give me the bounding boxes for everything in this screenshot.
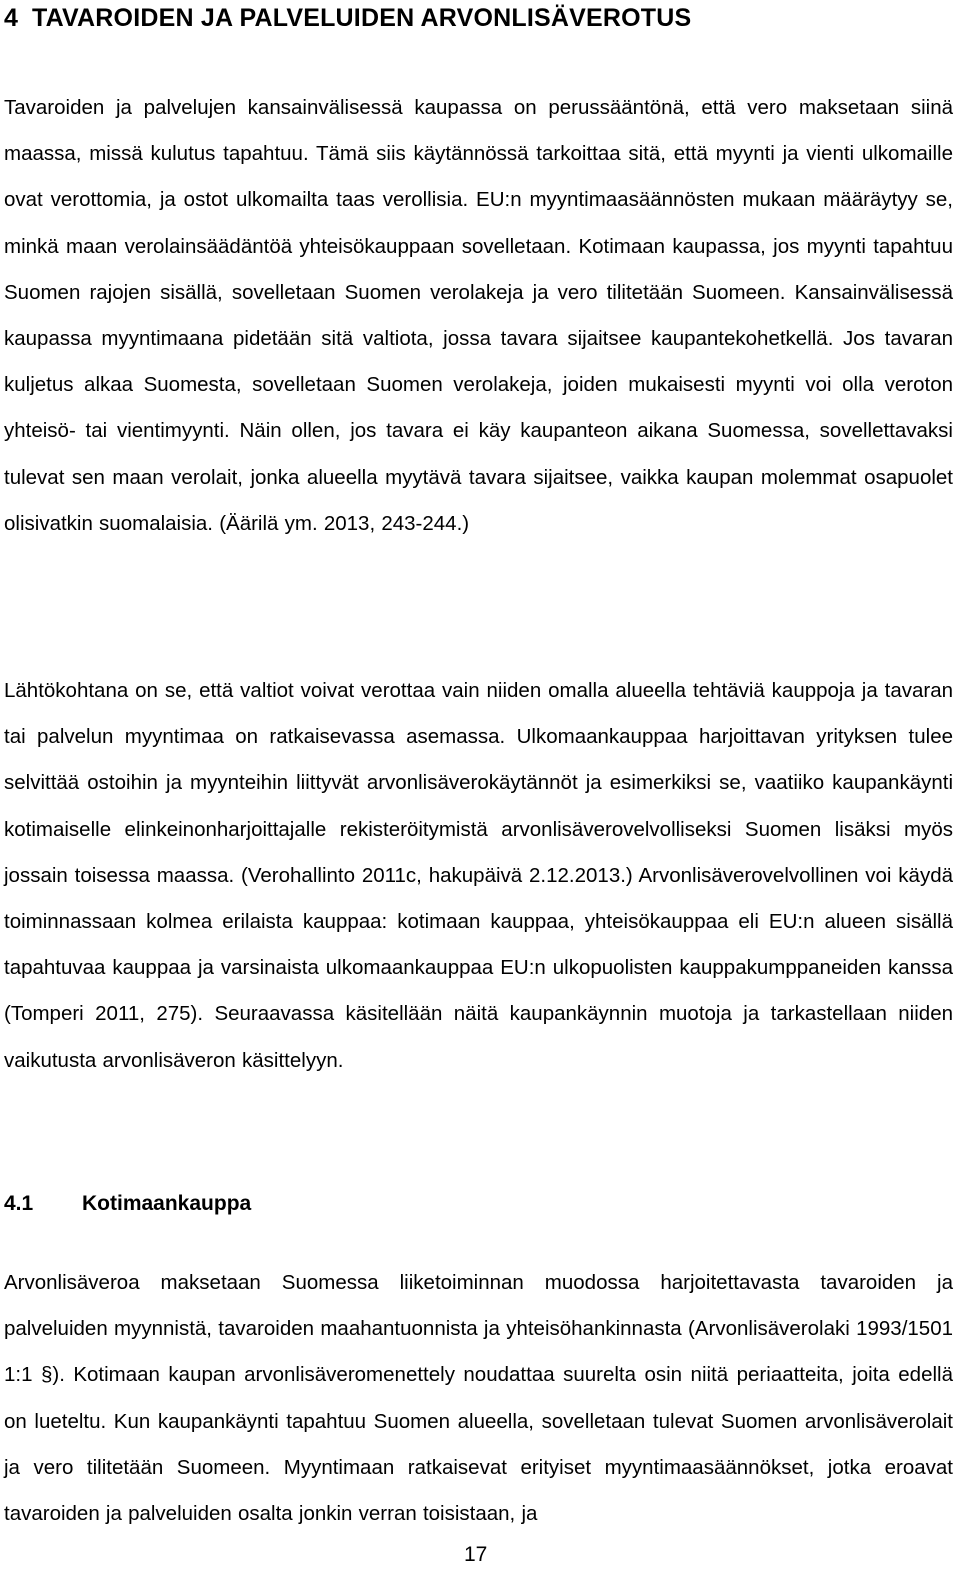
- page-number: 17: [464, 1543, 488, 1566]
- section-number: 4.1: [4, 1192, 34, 1215]
- chapter-heading: [4, 4, 691, 33]
- chapter-number: 4: [4, 4, 19, 32]
- body-paragraph: Tavaroiden ja palvelujen kansainvälisessä kaupassa on perussääntönä, että vero maksetaan siinä maassa, missä kulutus tapahtuu. Tämä siis käytännössä tarkoittaa sitä, että myynti ja vienti ulkomaille ovat verottomia, ja ostot ulkomailta taas verollisia. EU:n myyntimaasäännösten mukaan määräytyy se, minkä maan verolainsäädäntöä yhteisökauppaan sovelletaan. Kotimaan kaupassa, jos myynti tapahtuu Suomen rajojen sisällä, sovelletaan Suomen verolakeja ja vero tilitetään Suomeen. Kansainvälisessä kaupassa myyntimaana pidetään sitä valtiota, jossa tavara sijaitsee kaupantekohetkellä. Jos tavaran kuljetus alkaa Suomesta, sovelletaan Suomen verolakeja, joiden mukaisesti myynti voi olla veroton yhteisö- tai vientimyynti. Näin ollen, jos tavara ei käy kaupanteon aikana Suomessa, sovellettavaksi tulevat sen maan verolait, jonka alueella myytävä tavara sijaitsee, vaikka kaupan molemmat osapuolet olisivatkin suomalaisia. (Äärilä ym. 2013, 243-244.): [4, 96, 953, 535]
- section-title: Kotimaankauppa: [82, 1192, 252, 1215]
- body-paragraph: Arvonlisäveroa maksetaan Suomessa liiketoiminnan muodossa harjoitettavasta tavaroiden ja palveluiden myynnistä, tavaroiden maahantuonnista ja yhteisöhankinnasta (Arvonlisäverolaki 1993/1501 1:1 §). Kotimaan kaupan arvonlisäveromenettely noudattaa suurelta osin niitä periaatteita, joita edellä on lueteltu. Kun kaupankäynti tapahtuu Suomen alueella, sovelletaan tulevat Suomen arvonlisäverolait ja vero tilitetään Suomeen. Myyntimaan ratkaisevat erityiset myyntimaasäännökset, jotka eroavat tavaroiden ja palveluiden osalta jonkin verran toisistaan, ja: [4, 1271, 953, 1526]
- chapter-title: TAVAROIDEN JA PALVELUIDEN ARVONLISÄVEROTUS: [32, 4, 692, 32]
- body-paragraph: Lähtökohtana on se, että valtiot voivat verottaa vain niiden omalla alueella tehtäviä kauppoja ja tavaran tai palvelun myyntimaa on ratkaisevassa asemassa. Ulkomaankauppaa harjoittavan yrityksen tulee selvittää ostoihin ja myynteihin liittyvät arvonlisäverokäytännöt ja esimerkiksi se, vaatiiko kaupankäynti kotimaiselle elinkeinonharjoittajalle rekisteröitymistä arvonlisäverovelvolliseksi Suomen lisäksi myös jossain toisessa maassa. (Verohallinto 2011c, hakupäivä 2.12.2013.) Arvonlisäverovelvollinen voi käydä toiminnassaan kolmea erilaista kauppaa: kotimaan kauppaa, yhteisökauppaa eli EU:n alueen sisällä tapahtuvaa kauppaa ja varsinaista ulkomaankauppaa EU:n ulkopuolisten kauppakumppaneiden kanssa (Tomperi 2011, 275). Seuraavassa käsitellään näitä kaupankäynnin muotoja ja tarkastellaan niiden vaikutusta arvonlisäveron käsittelyyn.: [4, 679, 953, 1072]
- section-heading: [4, 1192, 251, 1216]
